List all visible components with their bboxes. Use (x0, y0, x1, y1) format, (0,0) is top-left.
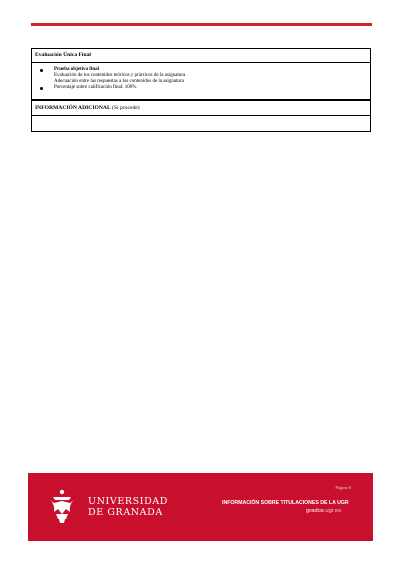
university-crest-icon (47, 488, 77, 524)
additional-info-label: INFORMACIÓN ADICIONAL (35, 105, 111, 111)
page-footer (28, 473, 373, 541)
list-item (54, 67, 370, 73)
university-name (88, 497, 168, 518)
bullet-text: Adecuación entre las respuestas a los contenidos de la asignatura (54, 79, 184, 85)
additional-info-note: (Si procede) (112, 105, 140, 111)
university-name-line: DE GRANADA (88, 506, 163, 518)
page-number: Página 6 (335, 485, 351, 490)
list-item (54, 85, 370, 91)
bullet-text: Porcentaje sobre calificación final: 100% (54, 85, 137, 91)
grados-domain: .ugr.es (323, 508, 342, 514)
footer-tagline: INFORMACIÓN SOBRE TITULACIONES DE LA UGR (222, 500, 349, 506)
grados-link[interactable] (306, 508, 341, 514)
bullet-title: Prueba objetiva final (54, 67, 99, 72)
university-name-line: UNIVERSIDAD (88, 496, 168, 507)
grados-text: grados (306, 508, 324, 514)
section-body (32, 63, 370, 101)
section-heading: Evaluación Única Final (32, 49, 370, 63)
bullet-icon (40, 69, 43, 72)
bullet-text: Evaluación de los contenidos teóricos y prácticos de la asignatura (54, 73, 186, 79)
additional-info-body (32, 116, 370, 131)
evaluation-table (31, 48, 371, 132)
additional-info-row (32, 101, 370, 116)
header-rule (31, 23, 372, 26)
bullet-icon (40, 87, 43, 90)
